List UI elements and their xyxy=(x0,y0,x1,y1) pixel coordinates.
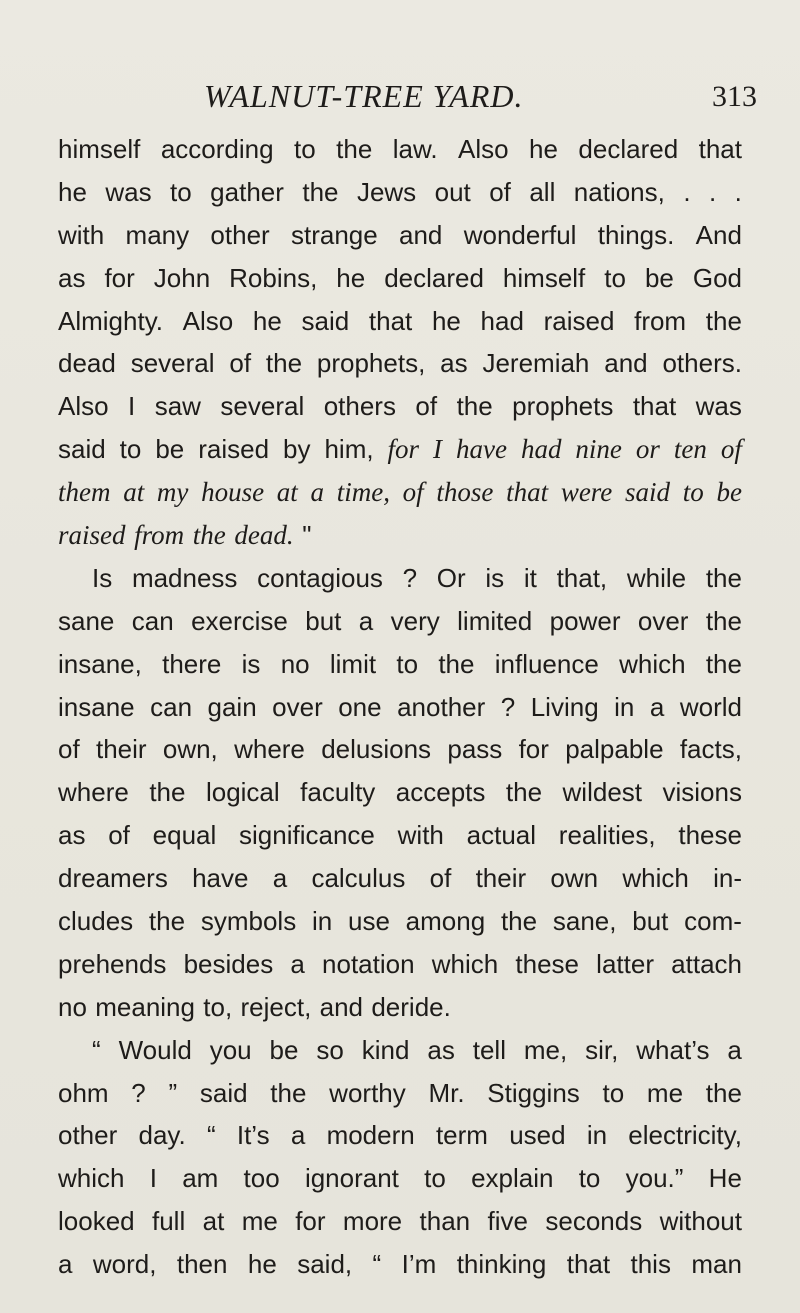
word: at xyxy=(123,477,145,508)
word: there xyxy=(162,648,222,679)
word: to xyxy=(682,477,704,508)
word: as xyxy=(58,262,86,293)
text-line xyxy=(58,728,742,771)
word: out xyxy=(434,176,471,207)
word: without xyxy=(659,1206,742,1237)
text-line xyxy=(58,300,742,343)
word: for xyxy=(104,262,135,293)
word: limited xyxy=(457,605,533,636)
word: sir, xyxy=(585,1034,619,1065)
text-line xyxy=(58,986,742,1029)
word: a xyxy=(290,1120,306,1151)
word: delusions xyxy=(321,734,432,765)
word: one xyxy=(338,691,382,722)
text-line xyxy=(58,686,742,729)
word: reject, xyxy=(240,991,312,1022)
word: the xyxy=(270,1077,307,1108)
word: be xyxy=(716,477,742,508)
word: use xyxy=(347,906,390,937)
word: at xyxy=(276,477,298,508)
word: limit xyxy=(329,648,377,679)
text-line xyxy=(58,900,742,943)
text-line xyxy=(58,1157,742,1200)
word: latter xyxy=(596,948,654,979)
word: I xyxy=(433,434,443,465)
text-line xyxy=(58,428,742,471)
word: other xyxy=(210,219,270,250)
word: He xyxy=(708,1163,742,1194)
word: modern xyxy=(326,1120,415,1151)
word: nine xyxy=(575,434,622,465)
word: strange xyxy=(290,219,378,250)
word: the xyxy=(302,176,339,207)
word: is xyxy=(241,648,261,679)
word: tell xyxy=(472,1034,506,1065)
word: the xyxy=(336,134,373,164)
word: their xyxy=(475,863,527,894)
word: the xyxy=(705,605,742,636)
word: over xyxy=(272,691,323,722)
word: you xyxy=(209,1034,252,1065)
text-line xyxy=(58,171,742,214)
word: as xyxy=(58,820,86,851)
word: palpable xyxy=(565,734,664,765)
word: to xyxy=(396,648,419,679)
word: me xyxy=(646,1077,684,1108)
word: realities, xyxy=(558,820,656,851)
word: from xyxy=(134,520,185,551)
word: have xyxy=(192,863,249,894)
word: madness xyxy=(131,562,238,593)
word: logical xyxy=(205,777,280,808)
word: the xyxy=(192,520,226,551)
word: power xyxy=(549,605,621,636)
text-line xyxy=(58,514,742,557)
word: himself xyxy=(58,134,141,164)
word: prehends xyxy=(58,948,167,979)
word: that xyxy=(698,134,742,164)
word: other xyxy=(58,1120,118,1151)
word: no xyxy=(280,648,310,679)
word: the xyxy=(705,648,742,679)
word: that xyxy=(506,477,549,508)
word: ? xyxy=(131,1077,146,1108)
word: the xyxy=(148,906,186,937)
word: himself xyxy=(502,262,586,293)
word: have xyxy=(456,434,507,465)
word: house xyxy=(201,477,265,508)
word: my xyxy=(156,477,189,508)
word: which xyxy=(622,863,689,894)
word: explain xyxy=(471,1163,554,1194)
word: five xyxy=(487,1206,528,1237)
word: another xyxy=(397,691,486,722)
text-line xyxy=(58,943,742,986)
word: a xyxy=(272,863,288,894)
word: visions xyxy=(662,777,742,808)
word: be xyxy=(155,434,185,465)
word: word, xyxy=(92,1249,157,1280)
word: no xyxy=(58,991,87,1022)
word: had xyxy=(480,305,524,336)
word: in xyxy=(311,906,333,937)
word: the xyxy=(705,305,742,336)
word: Living xyxy=(530,691,599,722)
word: Stiggins xyxy=(487,1077,580,1108)
word: several xyxy=(130,348,215,379)
text-line xyxy=(58,385,742,428)
word: he xyxy=(252,305,282,336)
word: that xyxy=(632,391,677,422)
word: so xyxy=(316,1034,344,1065)
word: ohm xyxy=(58,1077,109,1108)
word: “ xyxy=(372,1249,382,1280)
word: com- xyxy=(684,906,742,937)
word: Robins, xyxy=(229,262,318,293)
word: too xyxy=(243,1163,280,1194)
word: to xyxy=(294,134,316,164)
word: It’s xyxy=(236,1120,270,1151)
word: had xyxy=(520,434,562,465)
word: thinking xyxy=(456,1249,547,1280)
word: dead xyxy=(58,348,116,379)
word: me, xyxy=(523,1034,568,1065)
word: with xyxy=(58,219,105,250)
word: he xyxy=(529,134,558,164)
word: wildest xyxy=(562,777,643,808)
word: I xyxy=(149,1163,157,1194)
word: contagious xyxy=(257,562,383,593)
word: what’s xyxy=(636,1034,710,1065)
word: a xyxy=(290,948,305,979)
word: to xyxy=(424,1163,446,1194)
word: can xyxy=(131,605,174,636)
word: me xyxy=(241,1206,278,1237)
word: world xyxy=(679,691,742,722)
word: this xyxy=(630,1249,671,1280)
word: were xyxy=(560,477,613,508)
word: or xyxy=(635,434,660,465)
word: them xyxy=(58,477,111,508)
word: of xyxy=(429,863,452,894)
word: used xyxy=(509,1120,566,1151)
word: I’m xyxy=(401,1249,437,1280)
word: sane xyxy=(58,605,115,636)
text-line xyxy=(58,643,742,686)
word: that xyxy=(368,305,413,336)
word: am xyxy=(182,1163,219,1194)
page-number: 313 xyxy=(712,80,757,113)
word: raised xyxy=(58,520,126,551)
word: over xyxy=(637,605,689,636)
word: saw xyxy=(154,391,201,422)
word: that xyxy=(566,1249,611,1280)
word: said xyxy=(58,434,106,465)
word: gain xyxy=(207,691,257,722)
word: deride. xyxy=(371,991,451,1022)
word: of xyxy=(402,477,424,508)
word: a xyxy=(310,477,325,508)
word: ? xyxy=(402,562,418,593)
word: . xyxy=(708,176,717,207)
word: notation xyxy=(322,948,415,979)
word: John xyxy=(153,262,211,293)
word: full xyxy=(152,1206,186,1237)
word: according xyxy=(160,134,274,164)
word: Would xyxy=(118,1034,192,1065)
word: ” xyxy=(168,1077,178,1108)
word: Also xyxy=(182,305,234,336)
word: a xyxy=(649,691,665,722)
word: to xyxy=(604,262,626,293)
word: which xyxy=(58,1163,125,1194)
word: accepts xyxy=(395,777,486,808)
word: all xyxy=(529,176,556,207)
word: it xyxy=(523,562,537,593)
word: very xyxy=(390,605,440,636)
word: I xyxy=(128,391,136,422)
word: at xyxy=(202,1206,225,1237)
word: which xyxy=(431,948,499,979)
word: declared xyxy=(578,134,679,164)
word: among xyxy=(405,906,486,937)
word: more xyxy=(342,1206,403,1237)
text-line xyxy=(58,128,742,171)
word: where xyxy=(58,777,129,808)
word: insane xyxy=(58,691,135,722)
word: “ xyxy=(206,1120,216,1151)
word: in xyxy=(614,691,635,722)
text-line xyxy=(58,557,742,600)
word: he xyxy=(431,305,461,336)
word: be xyxy=(269,1034,299,1065)
word: electricity, xyxy=(628,1120,742,1151)
running-title: WALNUT-TREE YARD. xyxy=(204,78,524,114)
word: which xyxy=(619,648,686,679)
word: the xyxy=(456,391,493,422)
word: prophets xyxy=(512,391,614,422)
word: the xyxy=(438,648,475,679)
text-line xyxy=(58,1114,742,1157)
word: of xyxy=(229,348,252,379)
word: dead. xyxy=(234,520,294,551)
text-line xyxy=(58,1072,742,1115)
word: gather xyxy=(210,176,284,207)
word: said xyxy=(301,305,350,336)
word: law. xyxy=(392,134,438,164)
word: in xyxy=(586,1120,608,1151)
word: by xyxy=(283,434,311,465)
word: Jews xyxy=(356,176,417,207)
word: a xyxy=(358,605,374,636)
word: for xyxy=(387,434,420,465)
text-line xyxy=(58,214,742,257)
word: Also xyxy=(458,134,509,164)
word: others. xyxy=(662,348,742,379)
word: seconds xyxy=(545,1206,643,1237)
word: ignorant xyxy=(304,1163,399,1194)
word: “ xyxy=(92,1034,101,1065)
word: the xyxy=(705,1077,742,1108)
word: him, xyxy=(324,434,374,465)
word: the xyxy=(265,348,303,379)
word: dreamers xyxy=(58,863,168,894)
word: many xyxy=(125,219,190,250)
word: where xyxy=(234,734,305,765)
word: God xyxy=(692,262,742,293)
word: faculty xyxy=(300,777,376,808)
word: actual xyxy=(466,820,537,851)
word: man xyxy=(691,1249,742,1280)
word: And xyxy=(695,219,742,250)
word: was xyxy=(695,391,742,422)
word: to xyxy=(602,1077,625,1108)
word: was xyxy=(105,176,152,207)
word: raised xyxy=(198,434,270,465)
word: worthy xyxy=(329,1077,406,1108)
word: as xyxy=(427,1034,455,1065)
word: own, xyxy=(162,734,218,765)
word: he xyxy=(58,176,87,207)
word: and xyxy=(319,991,364,1022)
word: influence xyxy=(494,648,599,679)
text-line xyxy=(58,771,742,814)
word: of xyxy=(415,391,438,422)
word: of xyxy=(58,734,80,765)
word: to, xyxy=(203,991,233,1022)
word: raised xyxy=(543,305,615,336)
word: meaning xyxy=(95,991,195,1022)
word: several xyxy=(220,391,305,422)
text-line xyxy=(58,471,742,514)
word: to xyxy=(578,1163,601,1194)
word: exercise xyxy=(191,605,288,636)
word: sane, xyxy=(552,906,617,937)
word: cludes xyxy=(58,906,134,937)
word: said xyxy=(625,477,671,508)
word: ten xyxy=(673,434,707,465)
word: Almighty. xyxy=(58,305,163,336)
word: insane, xyxy=(58,648,142,679)
word: said xyxy=(199,1077,248,1108)
word: . xyxy=(734,176,742,207)
word: symbols xyxy=(200,906,297,937)
word: calculus xyxy=(311,863,406,894)
body-text xyxy=(58,128,742,1286)
text-line xyxy=(58,1029,742,1072)
word: than xyxy=(419,1206,471,1237)
word: and xyxy=(399,219,443,250)
page-header xyxy=(0,74,800,124)
word: with xyxy=(397,820,444,851)
word: Is xyxy=(92,562,113,593)
text-line xyxy=(58,814,742,857)
word: in- xyxy=(713,863,742,894)
word: a xyxy=(727,1034,742,1065)
text-line xyxy=(58,342,742,385)
word: and xyxy=(604,348,648,379)
word: said, xyxy=(297,1249,353,1280)
word: a xyxy=(58,1249,73,1280)
word: he xyxy=(247,1249,277,1280)
word: Jeremiah xyxy=(482,348,590,379)
text-line xyxy=(58,257,742,300)
word: " xyxy=(302,520,312,551)
word: can xyxy=(150,691,193,722)
word: Or xyxy=(436,562,466,593)
word: to xyxy=(170,176,192,207)
word: those xyxy=(436,477,494,508)
word: pass xyxy=(447,734,503,765)
word: attach xyxy=(671,948,742,979)
word: for xyxy=(295,1206,326,1237)
text-line xyxy=(58,1200,742,1243)
word: significance xyxy=(239,820,375,851)
word: be xyxy=(644,262,674,293)
word: kind xyxy=(361,1034,410,1065)
word: prophets, xyxy=(316,348,426,379)
word: time, xyxy=(336,477,390,508)
word: the xyxy=(505,777,543,808)
text-line xyxy=(58,1243,742,1286)
word: from xyxy=(634,305,687,336)
word: besides xyxy=(183,948,274,979)
word: of xyxy=(720,434,742,465)
word: day. xyxy=(138,1120,186,1151)
word: but xyxy=(305,605,342,636)
word: things. xyxy=(597,219,675,250)
word: to xyxy=(119,434,142,465)
word: you.” xyxy=(625,1163,684,1194)
word: equal xyxy=(152,820,217,851)
word: he xyxy=(336,262,366,293)
word: Also xyxy=(58,391,109,422)
word: is xyxy=(485,562,505,593)
text-line xyxy=(58,600,742,643)
word: ? xyxy=(500,691,516,722)
word: of xyxy=(489,176,511,207)
word: facts, xyxy=(679,734,742,765)
word: while xyxy=(626,562,687,593)
word: as xyxy=(440,348,468,379)
text-line xyxy=(58,857,742,900)
word: then xyxy=(176,1249,228,1280)
word: the xyxy=(705,562,742,593)
word: term xyxy=(435,1120,488,1151)
word: others xyxy=(323,391,396,422)
word: the xyxy=(149,777,186,808)
word: these xyxy=(678,820,742,851)
word: declared xyxy=(384,262,484,293)
word: nations, xyxy=(573,176,665,207)
word: . xyxy=(683,176,691,207)
word: wonderful xyxy=(463,219,577,250)
word: Mr. xyxy=(428,1077,465,1108)
word: looked xyxy=(58,1206,135,1237)
word: but xyxy=(632,906,669,937)
word: these xyxy=(515,948,579,979)
word: of xyxy=(108,820,130,851)
word: for xyxy=(518,734,549,765)
word: the xyxy=(500,906,538,937)
word: their xyxy=(95,734,147,765)
word: that, xyxy=(556,562,608,593)
word: own xyxy=(550,863,599,894)
